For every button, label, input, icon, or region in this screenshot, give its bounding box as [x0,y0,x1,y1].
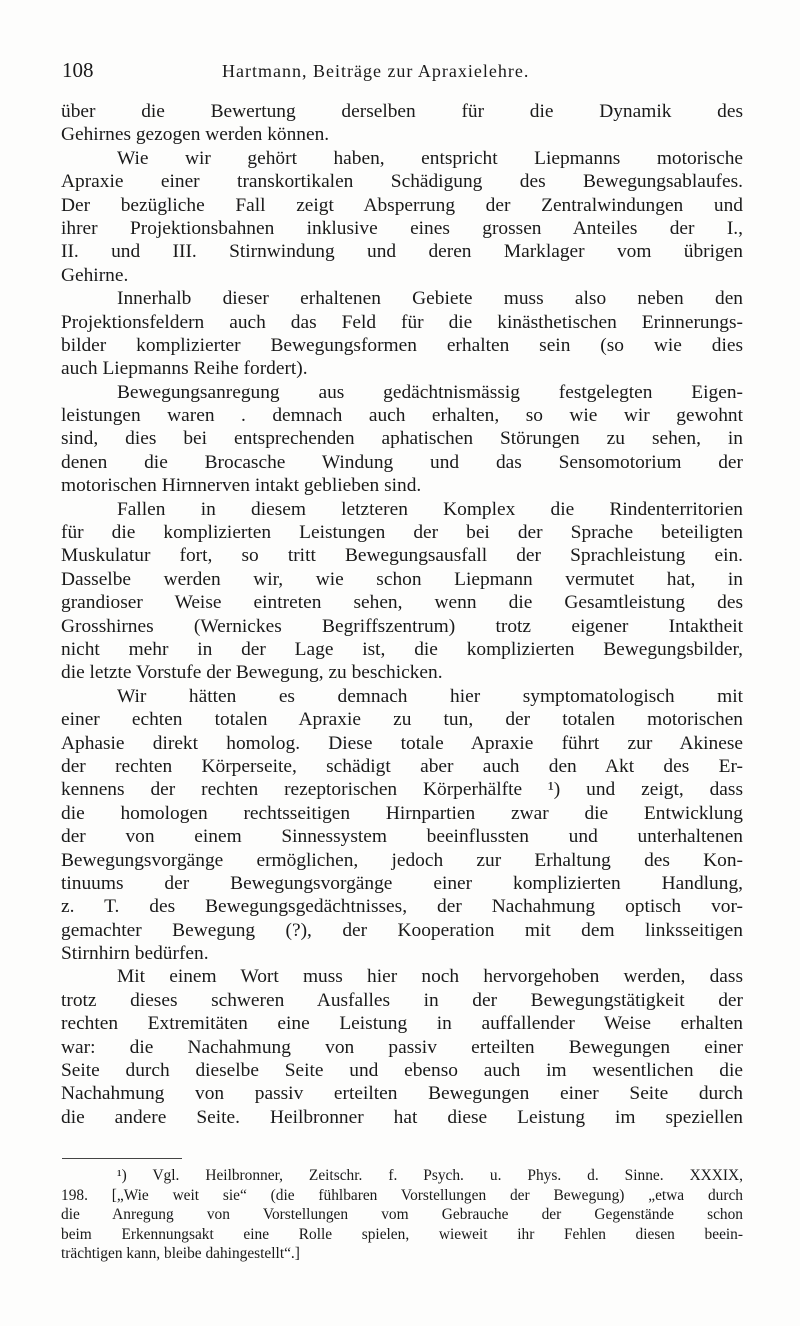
text-line: Stirnhirn bedürfen. [61,943,209,965]
text-line: denen die Brocasche Windung und das Sensomotorium der [61,451,743,473]
text-line: tinuums der Bewegungsvorgänge einer komplizierten Handlung, [61,872,743,894]
footnote-line: die Anregung von Vorstellungen vom Gebrauche der Gegenstände schon [61,1206,743,1224]
text-line: Mit einem Wort muss hier noch hervorgehoben werden, dass [117,966,743,988]
text-line: Fallen in diesem letzteren Komplex die Rindenterritorien [117,498,743,520]
text-line: einer echten totalen Apraxie zu tun, der totalen motorischen [61,709,743,731]
text-line: Apraxie einer transkortikalen Schädigung des Bewegungsablaufes. [61,171,743,193]
text-line: Muskulatur fort, so tritt Bewegungsausfall der Sprachleistung ein. [61,545,743,567]
footnote-line: trächtigen kann, bleibe dahingestellt“.] [61,1245,300,1263]
footnote-divider [62,1158,182,1159]
text-line: nicht mehr in der Lage ist, die komplizierten Bewegungsbilder, [61,638,743,660]
text-line: grandioser Weise eintreten sehen, wenn die Gesamtleistung des [61,592,743,614]
footnote-line: ¹) Vgl. Heilbronner, Zeitschr. f. Psych. u. Phys. d. Sinne. XXXIX, [117,1167,743,1184]
text-line: war: die Nachahmung von passiv erteilten Bewegungen einer [61,1036,743,1058]
text-line: rechten Extremitäten eine Leistung in auffallender Weise erhalten [61,1013,743,1035]
text-line: für die komplizierten Leistungen der bei der Sprache beteiligten [61,522,743,544]
text-line: z. T. des Bewegungsgedächtnisses, der Nachahmung optisch vor- [61,896,743,918]
text-line: die andere Seite. Heilbronner hat diese Leistung im speziellen [61,1106,743,1128]
text-line: ihrer Projektionsbahnen inklusive eines grossen Anteiles der I., [61,217,743,239]
footnote-line: 198. [„Wie weit sie“ (die fühlbaren Vorstellungen der Bewegung) „etwa durch [61,1186,743,1204]
text-line: der rechten Körperseite, schädigt aber auch den Akt des Er- [61,755,743,777]
text-line: Nachahmung von passiv erteilten Bewegungen einer Seite durch [61,1083,743,1105]
text-line: Wir hätten es demnach hier symptomatologisch mit [117,685,743,707]
text-line: die letzte Vorstufe der Bewegung, zu beschicken. [61,662,443,684]
text-line: die homologen rechtsseitigen Hirnpartien zwar die Entwicklung [61,802,743,824]
text-line: Seite durch dieselbe Seite und ebenso auch im wesentlichen die [61,1060,743,1082]
text-line: leistungen waren . demnach auch erhalten, so wie wir gewohnt [61,405,743,427]
footnotes [61,1166,743,1264]
text-line: Wie wir gehört haben, entspricht Liepmanns motorische [117,147,743,169]
text-line: Grosshirnes (Wernickes Begriffszentrum) trotz eigener Intaktheit [61,615,743,637]
footnote-line: beim Erkennungsakt eine Rolle spielen, wieweit ihr Fehlen diesen beein- [61,1225,743,1243]
text-line: sind, dies bei entsprechenden aphatischen Störungen zu sehen, in [61,428,743,450]
text-line: bilder komplizierter Bewegungsformen erhalten sein (so wie dies [61,334,743,356]
text-line: Bewegungsanregung aus gedächtnismässig festgelegten Eigen- [117,381,743,403]
page-number: 108 [62,58,94,82]
text-line: kennens der rechten rezeptorischen Körperhälfte ¹) und zeigt, dass [61,779,743,801]
text-line: Dasselbe werden wir, wie schon Liepmann vermutet hat, in [61,568,743,590]
text-line: motorischen Hirnnerven intakt geblieben sind. [61,475,422,497]
page-header [62,58,742,88]
text-line: der von einem Sinnessystem beeinflussten und unterhaltenen [61,826,743,848]
text-line: Projektionsfeldern auch das Feld für die kinästhetischen Erinnerungs- [61,311,743,333]
running-head: Hartmann, Beiträge zur Apraxielehre. [222,61,530,81]
text-line: gemachter Bewegung (?), der Kooperation mit dem linksseitigen [61,919,743,941]
text-line: Gehirne. [61,264,129,286]
text-line: auch Liepmanns Reihe fordert). [61,358,308,380]
text-line: II. und III. Stirnwindung und deren Marklager vom übrigen [61,241,743,263]
text-line: Gehirnes gezogen werden können. [61,124,330,146]
body-text [61,100,743,1129]
text-line: trotz dieses schweren Ausfalles in der Bewegungstätigkeit der [61,989,743,1011]
text-line: Bewegungsvorgänge ermöglichen, jedoch zur Erhaltung des Kon- [61,849,743,871]
text-line: Aphasie direkt homolog. Diese totale Apraxie führt zur Akinese [61,732,743,754]
text-line: Innerhalb dieser erhaltenen Gebiete muss also neben den [117,288,743,310]
text-line: Der bezügliche Fall zeigt Absperrung der Zentralwindungen und [61,194,743,216]
text-line: über die Bewertung derselben für die Dynamik des [61,101,743,122]
